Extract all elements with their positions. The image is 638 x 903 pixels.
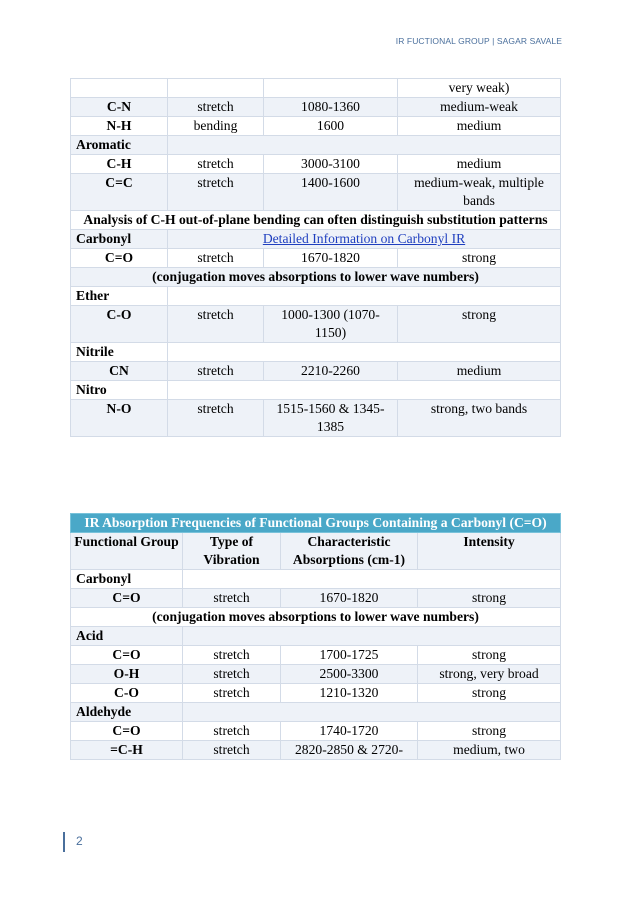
table-cell: stretch <box>183 741 281 760</box>
table-cell <box>264 79 398 98</box>
table-row <box>71 211 561 230</box>
table-cell <box>183 570 561 589</box>
table-row <box>71 722 561 741</box>
table-cell: 3000-3100 <box>264 155 398 174</box>
table-cell <box>71 79 168 98</box>
table-cell: strong <box>398 306 561 343</box>
page-header: IR FUCTIONAL GROUP | SAGAR SAVALE <box>395 36 562 46</box>
table-row <box>71 174 561 211</box>
table-cell: N-H <box>71 117 168 136</box>
table-cell: stretch <box>183 646 281 665</box>
table-cell: medium-weak <box>398 98 561 117</box>
section-label: Aromatic <box>71 136 168 155</box>
table-cell: 2820-2850 & 2720- <box>281 741 418 760</box>
section-label: Carbonyl <box>71 230 168 249</box>
table-note: Analysis of C-H out-of-plane bending can often distinguish substitution patterns <box>71 211 561 230</box>
table-cell: 1000-1300 (1070-1150) <box>264 306 398 343</box>
table-row <box>71 570 561 589</box>
table-cell <box>168 136 561 155</box>
table-row <box>71 684 561 703</box>
table-row <box>71 287 561 306</box>
table-row <box>71 136 561 155</box>
table-row <box>71 230 561 249</box>
table-cell: strong <box>418 589 561 608</box>
section-label: Aldehyde <box>71 703 183 722</box>
table-cell: 1670-1820 <box>264 249 398 268</box>
column-header: Functional Group <box>71 533 183 570</box>
table-cell <box>168 79 264 98</box>
table-cell: 1740-1720 <box>281 722 418 741</box>
page-number: 2 <box>76 834 83 848</box>
table-cell: very weak) <box>398 79 561 98</box>
table-cell: 1400-1600 <box>264 174 398 211</box>
table-row <box>71 703 561 722</box>
table-cell: stretch <box>168 400 264 437</box>
table-cell: medium-weak, multiple bands <box>398 174 561 211</box>
table-row <box>71 343 561 362</box>
table-row <box>71 249 561 268</box>
table-row <box>71 741 561 760</box>
table-row <box>71 608 561 627</box>
column-header: Intensity <box>418 533 561 570</box>
table-cell: 1515-1560 & 1345-1385 <box>264 400 398 437</box>
table-cell: medium <box>398 155 561 174</box>
table-cell: C=O <box>71 589 183 608</box>
column-header-row <box>71 533 561 570</box>
table-cell: medium <box>398 117 561 136</box>
table-cell: stretch <box>168 362 264 381</box>
table-cell: stretch <box>168 98 264 117</box>
table-cell: C-N <box>71 98 168 117</box>
table-cell: C-O <box>71 684 183 703</box>
table-cell: medium, two <box>418 741 561 760</box>
table-row <box>71 646 561 665</box>
ir-table-continued <box>70 78 561 437</box>
table-cell: C-H <box>71 155 168 174</box>
section-label: Nitro <box>71 381 168 400</box>
table-row <box>71 627 561 646</box>
table-cell <box>183 703 561 722</box>
table-cell <box>183 627 561 646</box>
table-cell: strong <box>418 722 561 741</box>
table-row <box>71 79 561 98</box>
table-title-row <box>71 514 561 533</box>
footer-bar <box>63 832 65 852</box>
table-row <box>71 381 561 400</box>
table-cell: C=C <box>71 174 168 211</box>
carbonyl-ir-table <box>70 513 561 760</box>
table-note: (conjugation moves absorptions to lower wave numbers) <box>71 268 561 287</box>
table-row <box>71 117 561 136</box>
table-cell: N-O <box>71 400 168 437</box>
table-cell <box>168 343 561 362</box>
column-header: Type of Vibration <box>183 533 281 570</box>
section-label: Nitrile <box>71 343 168 362</box>
table-cell: medium <box>398 362 561 381</box>
table-cell: stretch <box>168 249 264 268</box>
table-note: (conjugation moves absorptions to lower wave numbers) <box>71 608 561 627</box>
column-header: Characteristic Absorptions (cm-1) <box>281 533 418 570</box>
table-cell <box>168 381 561 400</box>
table-cell <box>168 287 561 306</box>
table-cell: CN <box>71 362 168 381</box>
section-label: Carbonyl <box>71 570 183 589</box>
table-cell: 1080-1360 <box>264 98 398 117</box>
table-cell: stretch <box>168 155 264 174</box>
table-cell: strong, very broad <box>418 665 561 684</box>
table-cell: strong <box>398 249 561 268</box>
table-cell: stretch <box>183 722 281 741</box>
table-row <box>71 306 561 343</box>
table-row <box>71 268 561 287</box>
table-cell: bending <box>168 117 264 136</box>
table-cell: 2210-2260 <box>264 362 398 381</box>
table-cell: =C-H <box>71 741 183 760</box>
table-cell: C-O <box>71 306 168 343</box>
table-cell: stretch <box>183 684 281 703</box>
table-cell: 1670-1820 <box>281 589 418 608</box>
table-cell: O-H <box>71 665 183 684</box>
table-cell: stretch <box>168 306 264 343</box>
section-label: Ether <box>71 287 168 306</box>
carbonyl-info-link[interactable]: Detailed Information on Carbonyl IR <box>262 231 466 246</box>
table-row <box>71 665 561 684</box>
table-cell: 1210-1320 <box>281 684 418 703</box>
table-cell: 1700-1725 <box>281 646 418 665</box>
table-cell: stretch <box>168 174 264 211</box>
table-row <box>71 155 561 174</box>
table-cell: C=O <box>71 249 168 268</box>
table-cell: stretch <box>183 589 281 608</box>
table-row <box>71 400 561 437</box>
table-cell: 2500-3300 <box>281 665 418 684</box>
table-cell: C=O <box>71 646 183 665</box>
table-row <box>71 589 561 608</box>
section-label: Acid <box>71 627 183 646</box>
table-cell: C=O <box>71 722 183 741</box>
table-cell: strong <box>418 646 561 665</box>
table-cell: stretch <box>183 665 281 684</box>
table-cell: strong <box>418 684 561 703</box>
table-cell: strong, two bands <box>398 400 561 437</box>
table-title: IR Absorption Frequencies of Functional Groups Containing a Carbonyl (C=O) <box>71 514 561 533</box>
table-cell: 1600 <box>264 117 398 136</box>
table-row <box>71 98 561 117</box>
table-row <box>71 362 561 381</box>
table-cell <box>168 230 561 249</box>
